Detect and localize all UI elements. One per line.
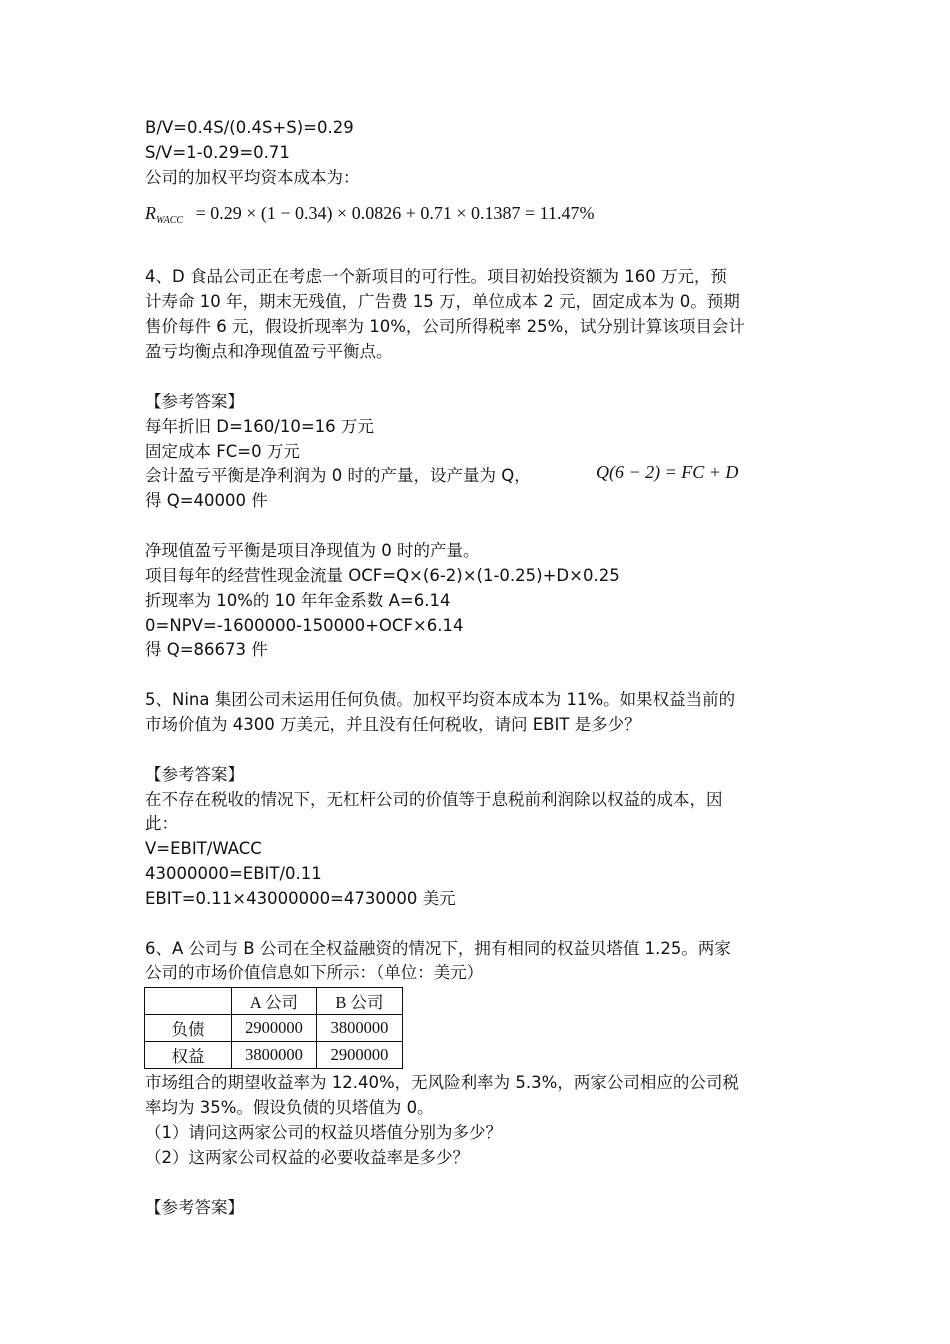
answer-5-line-2: 此： — [145, 814, 178, 833]
answer-4-line-4: 得 Q=40000 件 — [145, 491, 268, 510]
table-header-cell — [145, 988, 232, 1015]
question-6-line-6: （2）这两家公司权益的必要收益率是多少？ — [145, 1148, 469, 1167]
answer-5-line-5: EBIT=0.11×43000000=4730000 美元 — [145, 889, 456, 908]
answer-5-line-3: V=EBIT/WACC — [145, 839, 262, 858]
question-6-line-1: 6、A 公司与 B 公司在全权益融资的情况下，拥有相同的权益贝塔值 1.25。两家 — [145, 939, 731, 958]
text-line-wacc-intro: 公司的加权平均资本成本为： — [145, 168, 360, 187]
formula-wacc — [145, 201, 594, 233]
answer-4-heading: 【参考答案】 — [145, 392, 244, 411]
question-4-line-2: 计寿命 10 年，期末无残值，广告费 15 万，单位成本 2 元，固定成本为 0。预期 — [145, 292, 740, 311]
question-5-line-1: 5、Nina 集团公司未运用任何负债。加权平均资本成本为 11%。如果权益当前的 — [145, 690, 736, 709]
answer-5-heading: 【参考答案】 — [145, 765, 244, 784]
formula-wacc-symbol: R — [145, 203, 156, 223]
table-row — [145, 1015, 403, 1042]
answer-4-line-6: 项目每年的经营性现金流量 OCF=Q×(6-2)×(1-0.25)+D×0.25 — [145, 566, 620, 585]
answer-5-line-1: 在不存在税收的情况下，无杠杆公司的价值等于息税前利润除以权益的成本，因 — [145, 790, 723, 809]
question-4-line-4: 盈亏均衡点和净现值盈亏平衡点。 — [145, 342, 393, 361]
table-cell: 3800000 — [232, 1042, 317, 1069]
question-6-line-2: 公司的市场价值信息如下所示：（单位：美元） — [145, 963, 484, 982]
table-cell: 负债 — [145, 1015, 232, 1042]
text-line-sv: S/V=1-0.29=0.71 — [145, 143, 290, 162]
table-row — [145, 1042, 403, 1069]
table-header-row — [145, 988, 403, 1015]
answer-6-heading: 【参考答案】 — [145, 1198, 244, 1217]
table-header-cell: B 公司 — [317, 988, 403, 1015]
question-6-line-4: 率均为 35%。假设负债的贝塔值为 0。 — [145, 1098, 434, 1117]
answer-4-line-7: 折现率为 10%的 10 年年金系数 A=6.14 — [145, 591, 451, 610]
question-4-line-1: 4、D 食品公司正在考虑一个新项目的可行性。项目初始投资额为 160 万元，预 — [145, 267, 727, 286]
answer-4-line-5: 净现值盈亏平衡是项目净现值为 0 时的产量。 — [145, 541, 480, 560]
question-6-line-5: （1）请问这两家公司的权益贝塔值分别为多少？ — [145, 1123, 502, 1142]
question-6-line-3: 市场组合的期望收益率为 12.40%，无风险利率为 5.3%，两家公司相应的公司税 — [145, 1073, 739, 1092]
answer-4-line-1: 每年折旧 D=160/10=16 万元 — [145, 417, 374, 436]
formula-wacc-rhs: = 0.29 × (1 − 0.34) × 0.0826 + 0.71 × 0.1387 = 11.47% — [195, 203, 595, 223]
table-cell: 2900000 — [232, 1015, 317, 1042]
formula-breakeven: Q(6 − 2) = FC + D — [596, 462, 739, 482]
question-5-line-2: 市场价值为 4300 万美元，并且没有任何税收，请问 EBIT 是多少？ — [145, 715, 641, 734]
answer-5-line-4: 43000000=EBIT/0.11 — [145, 864, 322, 883]
answer-4-line-8: 0=NPV=-1600000-150000+OCF×6.14 — [145, 616, 464, 635]
table-cell: 权益 — [145, 1042, 232, 1069]
market-value-table — [144, 987, 403, 1069]
table-cell: 2900000 — [317, 1042, 403, 1069]
question-4-line-3: 售价每件 6 元，假设折现率为 10%，公司所得税率 25%，试分别计算该项目会计 — [145, 317, 745, 336]
text-line-bv: B/V=0.4S/(0.4S+S)=0.29 — [145, 118, 354, 137]
answer-4-line-3: 会计盈亏平衡是净利润为 0 时的产量，设产量为 Q， — [145, 466, 531, 485]
table-header-cell: A 公司 — [232, 988, 317, 1015]
formula-wacc-subscript: WACC — [156, 215, 184, 226]
answer-4-line-9: 得 Q=86673 件 — [145, 640, 268, 659]
table-cell: 3800000 — [317, 1015, 403, 1042]
answer-4-line-2: 固定成本 FC=0 万元 — [145, 442, 300, 461]
